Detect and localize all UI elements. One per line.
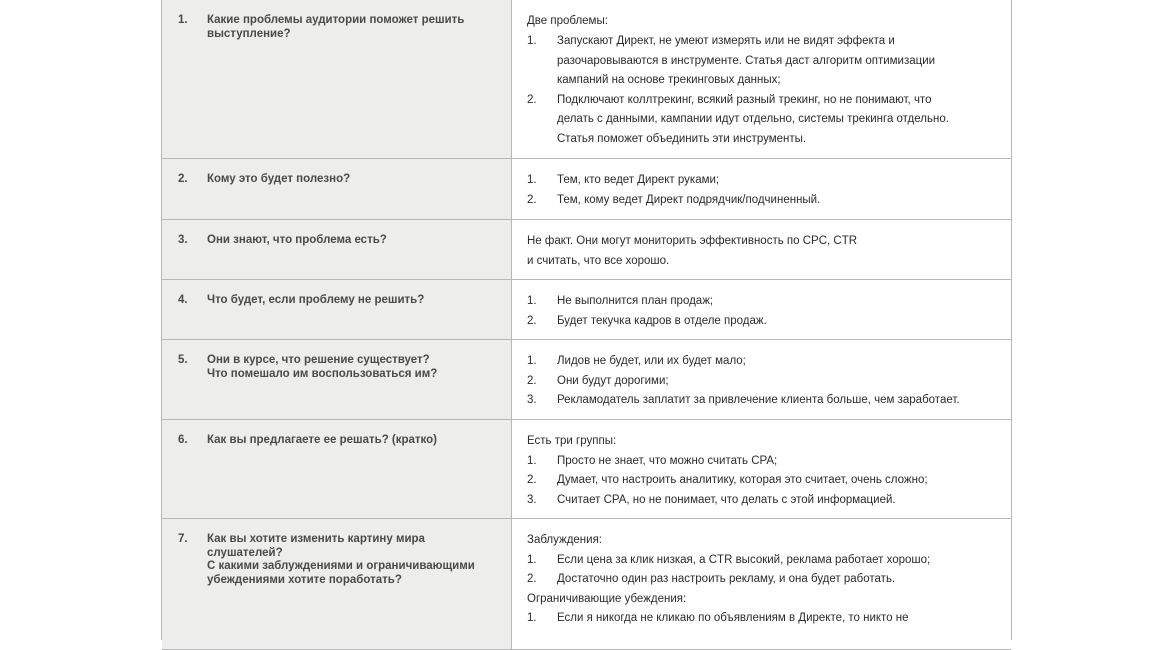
question-number: 5. <box>178 354 188 366</box>
answer-text: и считать, что все хорошо. <box>527 254 670 267</box>
list-item-number: 3. <box>527 394 537 407</box>
list-item-number: 1. <box>527 174 537 186</box>
table-row <box>162 280 1011 340</box>
list-item-number: 1. <box>527 295 537 307</box>
list-item-text: Рекламодатель заплатит за привлечение клиента больше, чем заработает. <box>557 394 960 407</box>
question-number: 4. <box>178 294 188 306</box>
list-item-text: Статья поможет объединить эти инструменты. <box>557 133 807 145</box>
answer-intro: Заблуждения: <box>527 534 602 546</box>
question-cell <box>162 420 512 518</box>
list-item-text: Если цена за клик низкая, а CTR высокий, реклама работает хорошо; <box>557 553 931 566</box>
table-row <box>162 340 1011 420</box>
list-item-text: Запускают Директ, не умеют измерять или не видят эффекта и <box>557 35 895 47</box>
list-item-number: 2. <box>527 474 537 487</box>
question-number: 3. <box>178 234 188 246</box>
list-item-number: 2. <box>527 314 537 327</box>
list-item-number: 1. <box>527 553 537 566</box>
list-item-number: 1. <box>527 35 537 47</box>
list-item-number: 2. <box>527 93 537 106</box>
list-item-text: Будет текучка кадров в отделе продаж. <box>557 314 767 327</box>
question-number: 1. <box>178 14 188 26</box>
question-cell <box>162 0 512 158</box>
question-text: Какие проблемы аудитории поможет решить выступление? <box>207 14 465 40</box>
question-text: Что будет, если проблему не решить? <box>207 294 425 306</box>
question-cell <box>162 159 512 219</box>
question-text: Они в курсе, что решение существует? Что помешало им воспользоваться им? <box>207 354 438 380</box>
list-item-text: делать с данными, кампании идут отдельно, системы трекинга отдельно. <box>557 113 949 126</box>
answer-intro: Есть три группы: <box>527 435 617 447</box>
question-number: 2. <box>178 173 188 185</box>
answer-cell <box>512 519 1011 649</box>
answer-cell <box>512 340 1011 419</box>
answer-intro: Ограничивающие убеждения: <box>527 592 687 605</box>
answer-cell <box>512 159 1011 219</box>
list-item-text: Подключают коллтрекинг, всякий разный трекинг, но не понимают, что <box>557 93 932 106</box>
list-item-number: 2. <box>527 374 537 387</box>
qa-table <box>161 0 1012 640</box>
list-item-number: 1. <box>527 612 537 625</box>
list-item-text: Не выполнится план продаж; <box>557 295 714 307</box>
list-item-number: 2. <box>527 193 537 206</box>
list-item-text: Они будут дорогими; <box>557 374 669 387</box>
list-item-number: 1. <box>527 454 537 467</box>
list-item-number: 1. <box>527 355 537 367</box>
answer-cell <box>512 280 1011 339</box>
table-row <box>162 0 1011 159</box>
answer-cell <box>512 220 1011 279</box>
question-text: Они знают, что проблема есть? <box>207 234 387 246</box>
question-text: Как вы хотите изменить картину мира слушателей? С какими заблуждениями и ограничивающими убеждениями хотите поработать? <box>207 533 475 586</box>
answer-intro: Две проблемы: <box>527 15 608 27</box>
list-item-text: Просто не знает, что можно считать CPA; <box>557 454 778 467</box>
question-number: 6. <box>178 434 188 446</box>
question-text: Кому это будет полезно? <box>207 173 351 185</box>
list-item-number: 3. <box>527 493 537 506</box>
list-item-number: 2. <box>527 573 537 586</box>
list-item-text: Если я никогда не кликаю по объявлениям в Директе, то никто не <box>557 612 909 625</box>
question-cell <box>162 519 512 649</box>
question-cell <box>162 340 512 419</box>
list-item-text: Думает, что настроить аналитику, которая это считает, очень сложно; <box>557 474 928 487</box>
list-item-text: кампаний на основе трекинговых данных; <box>557 74 781 87</box>
list-item-text: Лидов не будет, или их будет мало; <box>557 355 746 367</box>
list-item-text: Считает CPA, но не понимает, что делать с этой информацией. <box>557 493 896 506</box>
answer-text: Не факт. Они могут мониторить эффективность по CPC, CTR <box>527 235 858 247</box>
table-row <box>162 220 1011 280</box>
question-cell <box>162 220 512 279</box>
list-item-text: Тем, кто ведет Директ руками; <box>557 174 720 186</box>
list-item-text: разочаровываются в инструменте. Статья даст алгоритм оптимизации <box>557 54 936 67</box>
table-row <box>162 159 1011 220</box>
table-row <box>162 420 1011 519</box>
answer-cell <box>512 420 1011 518</box>
answer-cell <box>512 0 1011 158</box>
question-cell <box>162 280 512 339</box>
question-number: 7. <box>178 533 188 545</box>
table-row <box>162 519 1011 650</box>
list-item-text: Тем, кому ведет Директ подрядчик/подчиненный. <box>557 193 821 206</box>
question-text: Как вы предлагаете ее решать? (кратко) <box>207 434 438 446</box>
list-item-text: Достаточно один раз настроить рекламу, и она будет работать. <box>557 573 896 586</box>
